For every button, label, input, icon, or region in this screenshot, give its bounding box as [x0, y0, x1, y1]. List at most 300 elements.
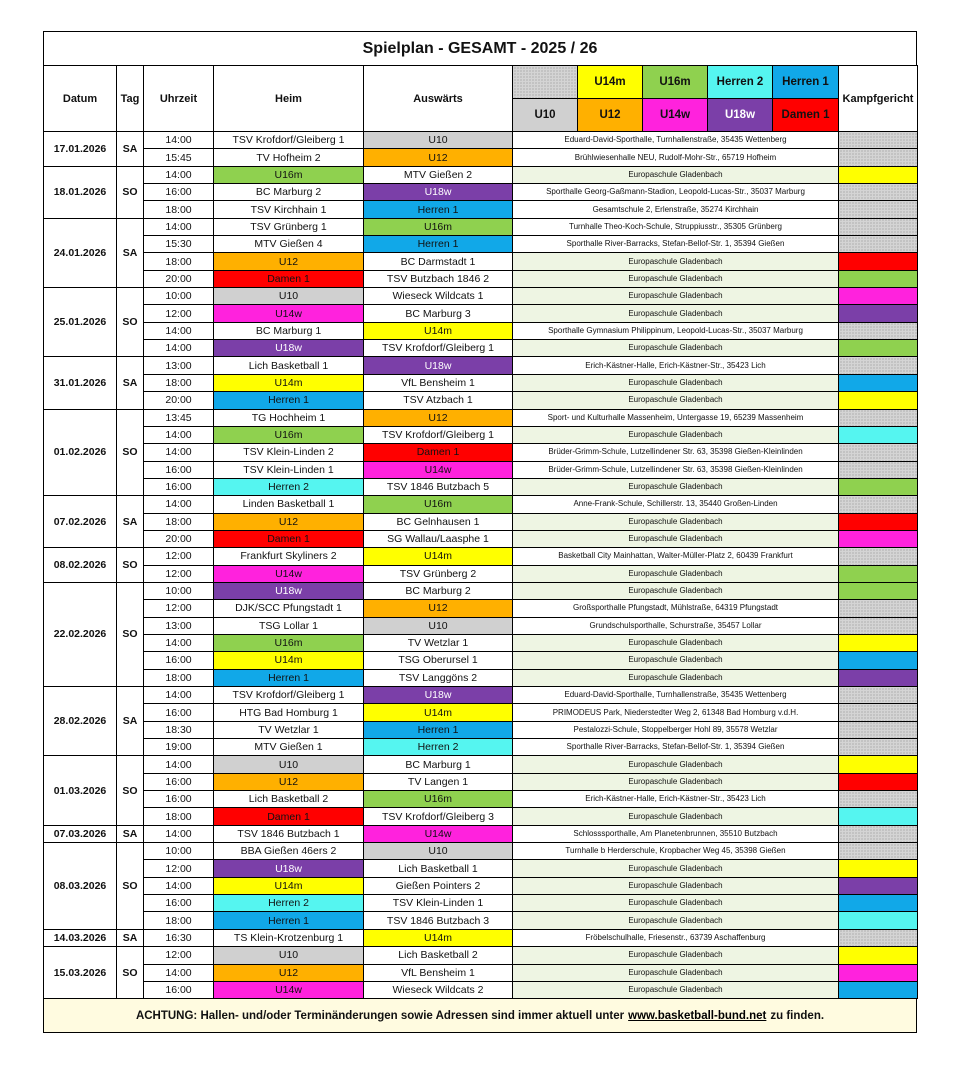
- home-cell: U14w: [214, 305, 364, 322]
- home-cell: TV Hofheim 2: [214, 149, 364, 166]
- home-cell: TG Hochheim 1: [214, 409, 364, 426]
- table-row: [44, 895, 918, 912]
- home-cell: TSV Klein-Linden 2: [214, 444, 364, 461]
- referee-cell: [839, 947, 918, 964]
- table-row: [44, 773, 918, 790]
- day-cell: SO: [117, 756, 144, 825]
- date-cell: 24.01.2026: [44, 218, 117, 287]
- away-cell: U14w: [364, 825, 513, 842]
- header-datum: Datum: [44, 66, 117, 132]
- away-cell: Damen 1: [364, 444, 513, 461]
- place-cell: Europaschule Gladenbach: [513, 374, 839, 391]
- place-cell: Sporthalle River-Barracks, Stefan-Bellof-Str. 1, 35394 Gießen: [513, 236, 839, 253]
- time-cell: 14:00: [144, 825, 214, 842]
- referee-cell: [839, 288, 918, 305]
- day-cell: SO: [117, 947, 144, 999]
- table-row: [44, 877, 918, 894]
- date-cell: 17.01.2026: [44, 132, 117, 167]
- table-row: [44, 392, 918, 409]
- table-row: [44, 288, 918, 305]
- table-row: [44, 132, 918, 149]
- referee-cell: [839, 634, 918, 651]
- table-row: [44, 947, 918, 964]
- table-row: [44, 461, 918, 478]
- place-cell: Fröbelschulhalle, Friesenstr., 63739 Aschaffenburg: [513, 929, 839, 946]
- table-row: [44, 478, 918, 495]
- time-cell: 14:00: [144, 426, 214, 443]
- referee-cell: [839, 860, 918, 877]
- home-cell: Herren 1: [214, 912, 364, 929]
- place-cell: Europaschule Gladenbach: [513, 340, 839, 357]
- referee-cell: [839, 791, 918, 808]
- place-cell: Europaschule Gladenbach: [513, 253, 839, 270]
- footer-text-end: zu finden.: [770, 1009, 825, 1022]
- time-cell: 16:00: [144, 461, 214, 478]
- referee-cell: [839, 912, 918, 929]
- away-cell: Herren 1: [364, 201, 513, 218]
- table-row: [44, 374, 918, 391]
- referee-cell: [839, 218, 918, 235]
- legend-top-2: U16m: [643, 66, 708, 99]
- away-cell: U12: [364, 409, 513, 426]
- header-auswaerts: Auswärts: [364, 66, 513, 132]
- place-cell: Europaschule Gladenbach: [513, 582, 839, 599]
- away-cell: Lich Basketball 2: [364, 947, 513, 964]
- referee-cell: [839, 166, 918, 183]
- table-row: [44, 929, 918, 946]
- legend-bottom-3: U18w: [708, 99, 773, 132]
- time-cell: 13:00: [144, 357, 214, 374]
- home-cell: Linden Basketball 1: [214, 496, 364, 513]
- referee-cell: [839, 929, 918, 946]
- time-cell: 19:00: [144, 739, 214, 756]
- away-cell: BC Gelnhausen 1: [364, 513, 513, 530]
- place-cell: Europaschule Gladenbach: [513, 270, 839, 287]
- time-cell: 15:30: [144, 236, 214, 253]
- referee-cell: [839, 270, 918, 287]
- time-cell: 16:30: [144, 929, 214, 946]
- away-cell: U18w: [364, 687, 513, 704]
- referee-cell: [839, 565, 918, 582]
- time-cell: 12:00: [144, 600, 214, 617]
- place-cell: Europaschule Gladenbach: [513, 634, 839, 651]
- table-row: [44, 721, 918, 738]
- time-cell: 14:00: [144, 877, 214, 894]
- referee-cell: [839, 478, 918, 495]
- table-row: [44, 270, 918, 287]
- place-cell: Pestalozzi-Schule, Stoppelberger Hohl 89, 35578 Wetzlar: [513, 721, 839, 738]
- away-cell: TV Wetzlar 1: [364, 634, 513, 651]
- time-cell: 16:00: [144, 704, 214, 721]
- table-row: [44, 513, 918, 530]
- legend-top-0: [513, 66, 578, 99]
- place-cell: Europaschule Gladenbach: [513, 912, 839, 929]
- place-cell: Europaschule Gladenbach: [513, 652, 839, 669]
- home-cell: BBA Gießen 46ers 2: [214, 843, 364, 860]
- away-cell: TSV Butzbach 1846 2: [364, 270, 513, 287]
- table-row: [44, 322, 918, 339]
- table-row: [44, 739, 918, 756]
- away-cell: U16m: [364, 218, 513, 235]
- place-cell: Basketball City Mainhattan, Walter-Müller-Platz 2, 60439 Frankfurt: [513, 548, 839, 565]
- referee-cell: [839, 808, 918, 825]
- legend-bottom-2: U14w: [643, 99, 708, 132]
- day-cell: SA: [117, 496, 144, 548]
- referee-cell: [839, 773, 918, 790]
- home-cell: MTV Gießen 4: [214, 236, 364, 253]
- away-cell: TSV Krofdorf/Gleiberg 1: [364, 426, 513, 443]
- time-cell: 20:00: [144, 270, 214, 287]
- time-cell: 12:00: [144, 305, 214, 322]
- home-cell: Herren 1: [214, 669, 364, 686]
- away-cell: TSV Atzbach 1: [364, 392, 513, 409]
- table-row: [44, 530, 918, 547]
- table-row: [44, 201, 918, 218]
- time-cell: 18:00: [144, 374, 214, 391]
- table-header: [44, 66, 918, 132]
- table-row: [44, 409, 918, 426]
- date-cell: 01.03.2026: [44, 756, 117, 825]
- day-cell: SA: [117, 132, 144, 167]
- day-cell: SO: [117, 409, 144, 496]
- away-cell: MTV Gießen 2: [364, 166, 513, 183]
- home-cell: BC Marburg 2: [214, 184, 364, 201]
- time-cell: 12:00: [144, 565, 214, 582]
- table-row: [44, 444, 918, 461]
- referee-cell: [839, 739, 918, 756]
- home-cell: TSG Lollar 1: [214, 617, 364, 634]
- date-cell: 01.02.2026: [44, 409, 117, 496]
- day-cell: SA: [117, 825, 144, 842]
- table-row: [44, 634, 918, 651]
- home-cell: U14w: [214, 981, 364, 998]
- place-cell: Europaschule Gladenbach: [513, 981, 839, 998]
- referee-cell: [839, 964, 918, 981]
- time-cell: 14:00: [144, 166, 214, 183]
- table-row: [44, 669, 918, 686]
- referee-cell: [839, 825, 918, 842]
- header-kampfgericht: Kampfgericht: [839, 66, 918, 132]
- legend-top-3: Herren 2: [708, 66, 773, 99]
- time-cell: 20:00: [144, 530, 214, 547]
- referee-cell: [839, 392, 918, 409]
- time-cell: 18:00: [144, 669, 214, 686]
- home-cell: HTG Bad Homburg 1: [214, 704, 364, 721]
- table-row: [44, 218, 918, 235]
- referee-cell: [839, 704, 918, 721]
- table-row: [44, 600, 918, 617]
- away-cell: TV Langen 1: [364, 773, 513, 790]
- away-cell: U12: [364, 149, 513, 166]
- table-row: [44, 704, 918, 721]
- referee-cell: [839, 721, 918, 738]
- place-cell: Gesamtschule 2, Erlenstraße, 35274 Kirchhain: [513, 201, 839, 218]
- home-cell: Frankfurt Skyliners 2: [214, 548, 364, 565]
- home-cell: U16m: [214, 166, 364, 183]
- day-cell: SA: [117, 687, 144, 756]
- away-cell: U14w: [364, 461, 513, 478]
- table-row: [44, 981, 918, 998]
- referee-cell: [839, 687, 918, 704]
- time-cell: 12:00: [144, 860, 214, 877]
- away-cell: TSV 1846 Butzbach 5: [364, 478, 513, 495]
- place-cell: Erich-Kästner-Halle, Erich-Kästner-Str., 35423 Lich: [513, 357, 839, 374]
- home-cell: TV Wetzlar 1: [214, 721, 364, 738]
- header-uhrzeit: Uhrzeit: [144, 66, 214, 132]
- time-cell: 14:00: [144, 340, 214, 357]
- away-cell: TSV Krofdorf/Gleiberg 3: [364, 808, 513, 825]
- place-cell: Europaschule Gladenbach: [513, 947, 839, 964]
- referee-cell: [839, 305, 918, 322]
- away-cell: VfL Bensheim 1: [364, 964, 513, 981]
- home-cell: U16m: [214, 634, 364, 651]
- home-cell: TSV Klein-Linden 1: [214, 461, 364, 478]
- away-cell: U14m: [364, 548, 513, 565]
- home-cell: TSV 1846 Butzbach 1: [214, 825, 364, 842]
- away-cell: U12: [364, 600, 513, 617]
- day-cell: SA: [117, 218, 144, 287]
- table-row: [44, 617, 918, 634]
- place-cell: Europaschule Gladenbach: [513, 530, 839, 547]
- referee-cell: [839, 426, 918, 443]
- table-row: [44, 496, 918, 513]
- place-cell: Eduard-David-Sporthalle, Turnhallenstraße, 35435 Wettenberg: [513, 132, 839, 149]
- away-cell: U10: [364, 617, 513, 634]
- time-cell: 14:00: [144, 687, 214, 704]
- referee-cell: [839, 374, 918, 391]
- referee-cell: [839, 132, 918, 149]
- time-cell: 18:00: [144, 912, 214, 929]
- time-cell: 13:45: [144, 409, 214, 426]
- table-row: [44, 687, 918, 704]
- time-cell: 13:00: [144, 617, 214, 634]
- date-cell: 22.02.2026: [44, 582, 117, 686]
- date-cell: 07.03.2026: [44, 825, 117, 842]
- table-row: [44, 149, 918, 166]
- referee-cell: [839, 843, 918, 860]
- away-cell: BC Marburg 1: [364, 756, 513, 773]
- footer-text: ACHTUNG: Hallen- und/oder Terminänderungen sowie Adressen sind immer aktuell unter: [135, 1009, 625, 1022]
- place-cell: Großsporthalle Pfungstadt, Mühlstraße, 64319 Pfungstadt: [513, 600, 839, 617]
- schedule-sheet: [43, 31, 917, 1033]
- time-cell: 14:00: [144, 322, 214, 339]
- place-cell: PRIMODEUS Park, Niederstedter Weg 2, 61348 Bad Homburg v.d.H.: [513, 704, 839, 721]
- time-cell: 10:00: [144, 582, 214, 599]
- table-row: [44, 964, 918, 981]
- away-cell: TSV Klein-Linden 1: [364, 895, 513, 912]
- away-cell: TSV Grünberg 2: [364, 565, 513, 582]
- away-cell: Wieseck Wildcats 2: [364, 981, 513, 998]
- away-cell: U16m: [364, 791, 513, 808]
- place-cell: Sporthalle Gymnasium Philippinum, Leopold-Lucas-Str., 35037 Marburg: [513, 322, 839, 339]
- date-cell: 08.03.2026: [44, 843, 117, 930]
- home-cell: U12: [214, 253, 364, 270]
- time-cell: 18:00: [144, 253, 214, 270]
- home-cell: TS Klein-Krotzenburg 1: [214, 929, 364, 946]
- date-cell: 15.03.2026: [44, 947, 117, 999]
- away-cell: U14m: [364, 322, 513, 339]
- time-cell: 14:00: [144, 496, 214, 513]
- time-cell: 14:00: [144, 756, 214, 773]
- time-cell: 10:00: [144, 843, 214, 860]
- place-cell: Schlosssporthalle, Am Planetenbrunnen, 35510 Butzbach: [513, 825, 839, 842]
- table-row: [44, 340, 918, 357]
- place-cell: Eduard-David-Sporthalle, Turnhallenstraße, 35435 Wettenberg: [513, 687, 839, 704]
- home-cell: U18w: [214, 860, 364, 877]
- referee-cell: [839, 444, 918, 461]
- place-cell: Brüder-Grimm-Schule, Lutzellindener Str. 63, 35398 Gießen-Kleinlinden: [513, 444, 839, 461]
- away-cell: U10: [364, 843, 513, 860]
- referee-cell: [839, 669, 918, 686]
- referee-cell: [839, 340, 918, 357]
- away-cell: U18w: [364, 184, 513, 201]
- table-row: [44, 166, 918, 183]
- home-cell: U12: [214, 964, 364, 981]
- place-cell: Europaschule Gladenbach: [513, 513, 839, 530]
- place-cell: Europaschule Gladenbach: [513, 773, 839, 790]
- referee-cell: [839, 513, 918, 530]
- home-cell: U10: [214, 756, 364, 773]
- day-cell: SA: [117, 357, 144, 409]
- header-tag: Tag: [117, 66, 144, 132]
- referee-cell: [839, 617, 918, 634]
- away-cell: SG Wallau/Laasphe 1: [364, 530, 513, 547]
- table-row: [44, 565, 918, 582]
- time-cell: 16:00: [144, 791, 214, 808]
- time-cell: 12:00: [144, 947, 214, 964]
- home-cell: U18w: [214, 582, 364, 599]
- time-cell: 16:00: [144, 773, 214, 790]
- home-cell: U14w: [214, 565, 364, 582]
- schedule-body: [44, 132, 918, 999]
- home-cell: U12: [214, 773, 364, 790]
- date-cell: 08.02.2026: [44, 548, 117, 583]
- referee-cell: [839, 895, 918, 912]
- place-cell: Erich-Kästner-Halle, Erich-Kästner-Str., 35423 Lich: [513, 791, 839, 808]
- table-row: [44, 582, 918, 599]
- referee-cell: [839, 149, 918, 166]
- away-cell: Lich Basketball 1: [364, 860, 513, 877]
- footer-link[interactable]: www.basketball-bund.net: [628, 1009, 767, 1022]
- referee-cell: [839, 877, 918, 894]
- away-cell: Herren 2: [364, 739, 513, 756]
- legend-bottom-1: U12: [578, 99, 643, 132]
- time-cell: 15:45: [144, 149, 214, 166]
- home-cell: Lich Basketball 1: [214, 357, 364, 374]
- place-cell: Turnhalle b Herderschule, Kropbacher Weg 45, 35398 Gießen: [513, 843, 839, 860]
- time-cell: 18:30: [144, 721, 214, 738]
- away-cell: VfL Bensheim 1: [364, 374, 513, 391]
- day-cell: SO: [117, 166, 144, 218]
- time-cell: 12:00: [144, 548, 214, 565]
- date-cell: 28.02.2026: [44, 687, 117, 756]
- referee-cell: [839, 201, 918, 218]
- referee-cell: [839, 357, 918, 374]
- referee-cell: [839, 756, 918, 773]
- place-cell: Europaschule Gladenbach: [513, 305, 839, 322]
- date-cell: 18.01.2026: [44, 166, 117, 218]
- home-cell: U10: [214, 947, 364, 964]
- table-row: [44, 236, 918, 253]
- away-cell: Herren 1: [364, 721, 513, 738]
- referee-cell: [839, 652, 918, 669]
- table-row: [44, 843, 918, 860]
- home-cell: U12: [214, 513, 364, 530]
- date-cell: 31.01.2026: [44, 357, 117, 409]
- away-cell: U10: [364, 132, 513, 149]
- time-cell: 14:00: [144, 964, 214, 981]
- table-row: [44, 791, 918, 808]
- away-cell: Herren 1: [364, 236, 513, 253]
- place-cell: Europaschule Gladenbach: [513, 565, 839, 582]
- home-cell: U10: [214, 288, 364, 305]
- table-row: [44, 548, 918, 565]
- place-cell: Anne-Frank-Schule, Schillerstr. 13, 35440 Großen-Linden: [513, 496, 839, 513]
- away-cell: U18w: [364, 357, 513, 374]
- place-cell: Europaschule Gladenbach: [513, 392, 839, 409]
- away-cell: TSV Krofdorf/Gleiberg 1: [364, 340, 513, 357]
- time-cell: 20:00: [144, 392, 214, 409]
- home-cell: TSV Krofdorf/Gleiberg 1: [214, 132, 364, 149]
- away-cell: U16m: [364, 496, 513, 513]
- place-cell: Brühlwiesenhalle NEU, Rudolf-Mohr-Str., 65719 Hofheim: [513, 149, 839, 166]
- referee-cell: [839, 322, 918, 339]
- legend-bottom-0: U10: [513, 99, 578, 132]
- legend-top-1: U14m: [578, 66, 643, 99]
- time-cell: 16:00: [144, 895, 214, 912]
- home-cell: MTV Gießen 1: [214, 739, 364, 756]
- place-cell: Brüder-Grimm-Schule, Lutzellindener Str. 63, 35398 Gießen-Kleinlinden: [513, 461, 839, 478]
- referee-cell: [839, 981, 918, 998]
- referee-cell: [839, 236, 918, 253]
- place-cell: Europaschule Gladenbach: [513, 895, 839, 912]
- referee-cell: [839, 461, 918, 478]
- date-cell: 25.01.2026: [44, 288, 117, 357]
- referee-cell: [839, 600, 918, 617]
- date-cell: 07.02.2026: [44, 496, 117, 548]
- place-cell: Sport- und Kulturhalle Massenheim, Untergasse 19, 65239 Massenheim: [513, 409, 839, 426]
- home-cell: U14m: [214, 652, 364, 669]
- place-cell: Europaschule Gladenbach: [513, 756, 839, 773]
- home-cell: Damen 1: [214, 530, 364, 547]
- home-cell: U14m: [214, 374, 364, 391]
- table-row: [44, 756, 918, 773]
- date-cell: 14.03.2026: [44, 929, 117, 946]
- referee-cell: [839, 409, 918, 426]
- home-cell: TSV Kirchhain 1: [214, 201, 364, 218]
- table-row: [44, 305, 918, 322]
- away-cell: Gießen Pointers 2: [364, 877, 513, 894]
- time-cell: 16:00: [144, 184, 214, 201]
- referee-cell: [839, 253, 918, 270]
- away-cell: Wieseck Wildcats 1: [364, 288, 513, 305]
- day-cell: SA: [117, 929, 144, 946]
- away-cell: U14m: [364, 929, 513, 946]
- day-cell: SO: [117, 288, 144, 357]
- time-cell: 10:00: [144, 288, 214, 305]
- home-cell: Damen 1: [214, 808, 364, 825]
- home-cell: TSV Grünberg 1: [214, 218, 364, 235]
- day-cell: SO: [117, 843, 144, 930]
- table-row: [44, 357, 918, 374]
- place-cell: Sporthalle River-Barracks, Stefan-Bellof-Str. 1, 35394 Gießen: [513, 739, 839, 756]
- time-cell: 14:00: [144, 218, 214, 235]
- home-cell: TSV Krofdorf/Gleiberg 1: [214, 687, 364, 704]
- away-cell: BC Marburg 2: [364, 582, 513, 599]
- place-cell: Europaschule Gladenbach: [513, 964, 839, 981]
- table-row: [44, 426, 918, 443]
- day-cell: SO: [117, 582, 144, 686]
